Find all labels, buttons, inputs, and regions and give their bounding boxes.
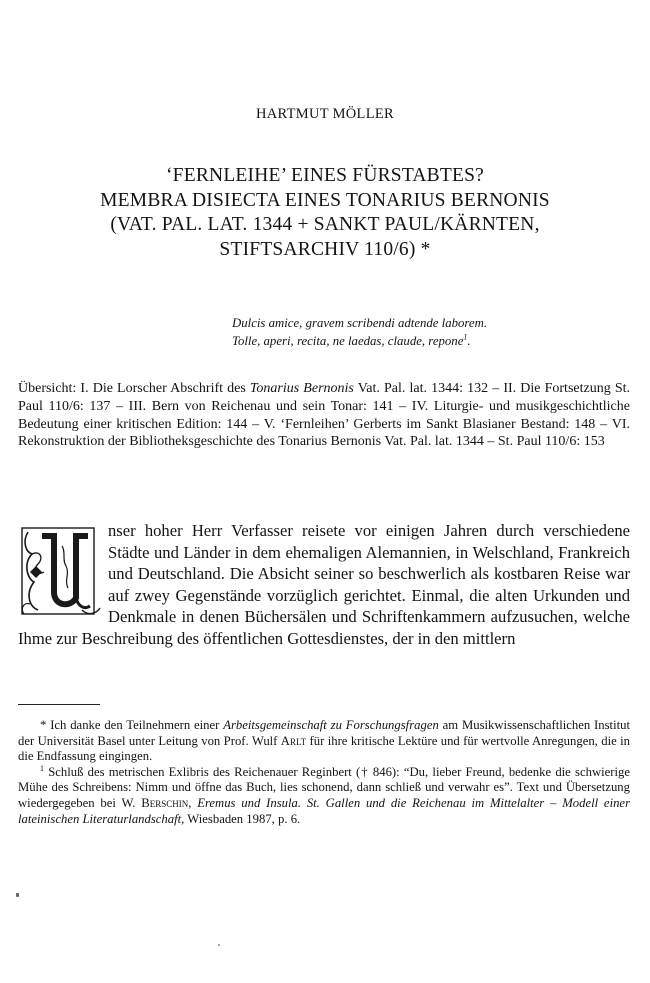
title-line-4-text: STIFTSARCHIV 110/6) (219, 238, 416, 260)
epigraph-line-2-end: . (467, 334, 471, 348)
epigraph-footnote-ref[interactable]: 1 (463, 332, 468, 342)
epigraph (232, 314, 487, 350)
title-line-3: (VAT. PAL. LAT. 1344 + SANKT PAUL/KÄRNTEN, (110, 214, 540, 235)
title-line-1: ‘FERNLEIHE’ EINES FÜRSTABTES? (165, 165, 485, 186)
title-line-4 (0, 238, 650, 263)
dropcap-letter: U (38, 604, 39, 605)
epigraph-line-2 (232, 332, 487, 350)
author-name: HARTMUT MÖLLER (256, 106, 394, 122)
illuminated-initial-u (18, 522, 102, 620)
epigraph-line-2-text: Tolle, aperi, recita, ne laedas, claude, repone (232, 334, 464, 348)
footnote-star-italic: Arbeitsgemeinschaft zu Forschungsfragen (223, 718, 439, 732)
footnote-1-text-1: Schluß des metrischen Exlibris des Reichenauer Reginbert († 846): “Du, lieber Freund, bedenke die schwierige Mühe des Schreibens: Nimm und öffne das Buch, lies schonend, dann schließ und verwahr es”. Text und Übersetzung wiedergegeben bei W. (18, 764, 630, 810)
body-paragraph: nser hoher Herr Verfasser reisete vor einigen Jahren durch verschiedene Städte und Länder in dem ehemaligen Alemannien, in Welschland, Frankreich und Deutschland. Die Absicht seiner so beschwerlich als kostbaren Reise war auf zwey Gegenstände vorzüglich gerichtet. Einmal, die alten Urkunden und Denkmale in denen Büchersälen und Schriftenkammern aufzusuchen, welche Ihme zur Beschreibung des öffentlichen Gottesdienstes, der in den mittlern (18, 521, 630, 648)
footnote-star-mark: * (40, 718, 51, 732)
footnote-1 (18, 765, 630, 827)
footnote-1-text-3: Wiesbaden 1987, p. 6. (184, 811, 301, 826)
footnote-star-text-1: Ich danke den Teilnehmern einer (50, 718, 224, 732)
footnote-separator (18, 704, 100, 705)
overview-paragraph (18, 380, 630, 451)
overview-text-1: Übersicht: I. Die Lorscher Abschrift des (18, 381, 250, 396)
overview-italic-title: Tonarius Bernonis (249, 381, 354, 396)
footnote-1-mark: 1 (40, 763, 44, 773)
footnote-1-author: Berschin (141, 795, 189, 810)
footnote-1-comma: , (188, 795, 198, 810)
footnote-star-author: Arlt (280, 733, 307, 748)
footnotes (18, 718, 630, 827)
footnote-star-text-2: am Musikwissenschaftlichen Institut der Universität Basel unter Leitung von Prof. Wulf (18, 718, 631, 748)
title-line-2: MEMBRA DISIECTA EINES TONARIUS BERNONIS (100, 189, 550, 211)
overview-text-2: Vat. Pal. lat. 1344: 132 – II. Die Fortsetzung St. Paul 110/6: 137 – III. Bern von Reichenau und sein Tonar: 141 – IV. Liturgie- und musikgeschichtliche Bedeutung einer kritischen Edition: 144 – V. ‘Fernleihen’ Gerberts im Sankt Blasianer Bestand: 148 – VI. Rekonstruktion der Bibliotheksgeschichte des Tonarius Bernonis Vat. Pal. lat. 1344 – St. Paul 110/6: 153 (18, 381, 630, 450)
title-footnote-star: * (415, 238, 431, 260)
footnote-star-text-3: für ihre kritische Lektüre und für wertvolle Anregungen, die in die Endfassung eingingen. (18, 733, 630, 764)
footnote-1-italic-title: Eremus und Insula. St. Gallen und die Reichenau im Mittelalter – Modell einer lateinischen Literaturlandschaft, (18, 795, 631, 826)
epigraph-line-1: Dulcis amice, gravem scribendi adtende laborem. (232, 316, 488, 330)
main-text (18, 520, 630, 650)
page-dot (218, 944, 220, 946)
article-title (0, 164, 650, 262)
page-speck (16, 893, 19, 897)
contents-overview (18, 380, 630, 451)
footnote-star (18, 718, 630, 765)
